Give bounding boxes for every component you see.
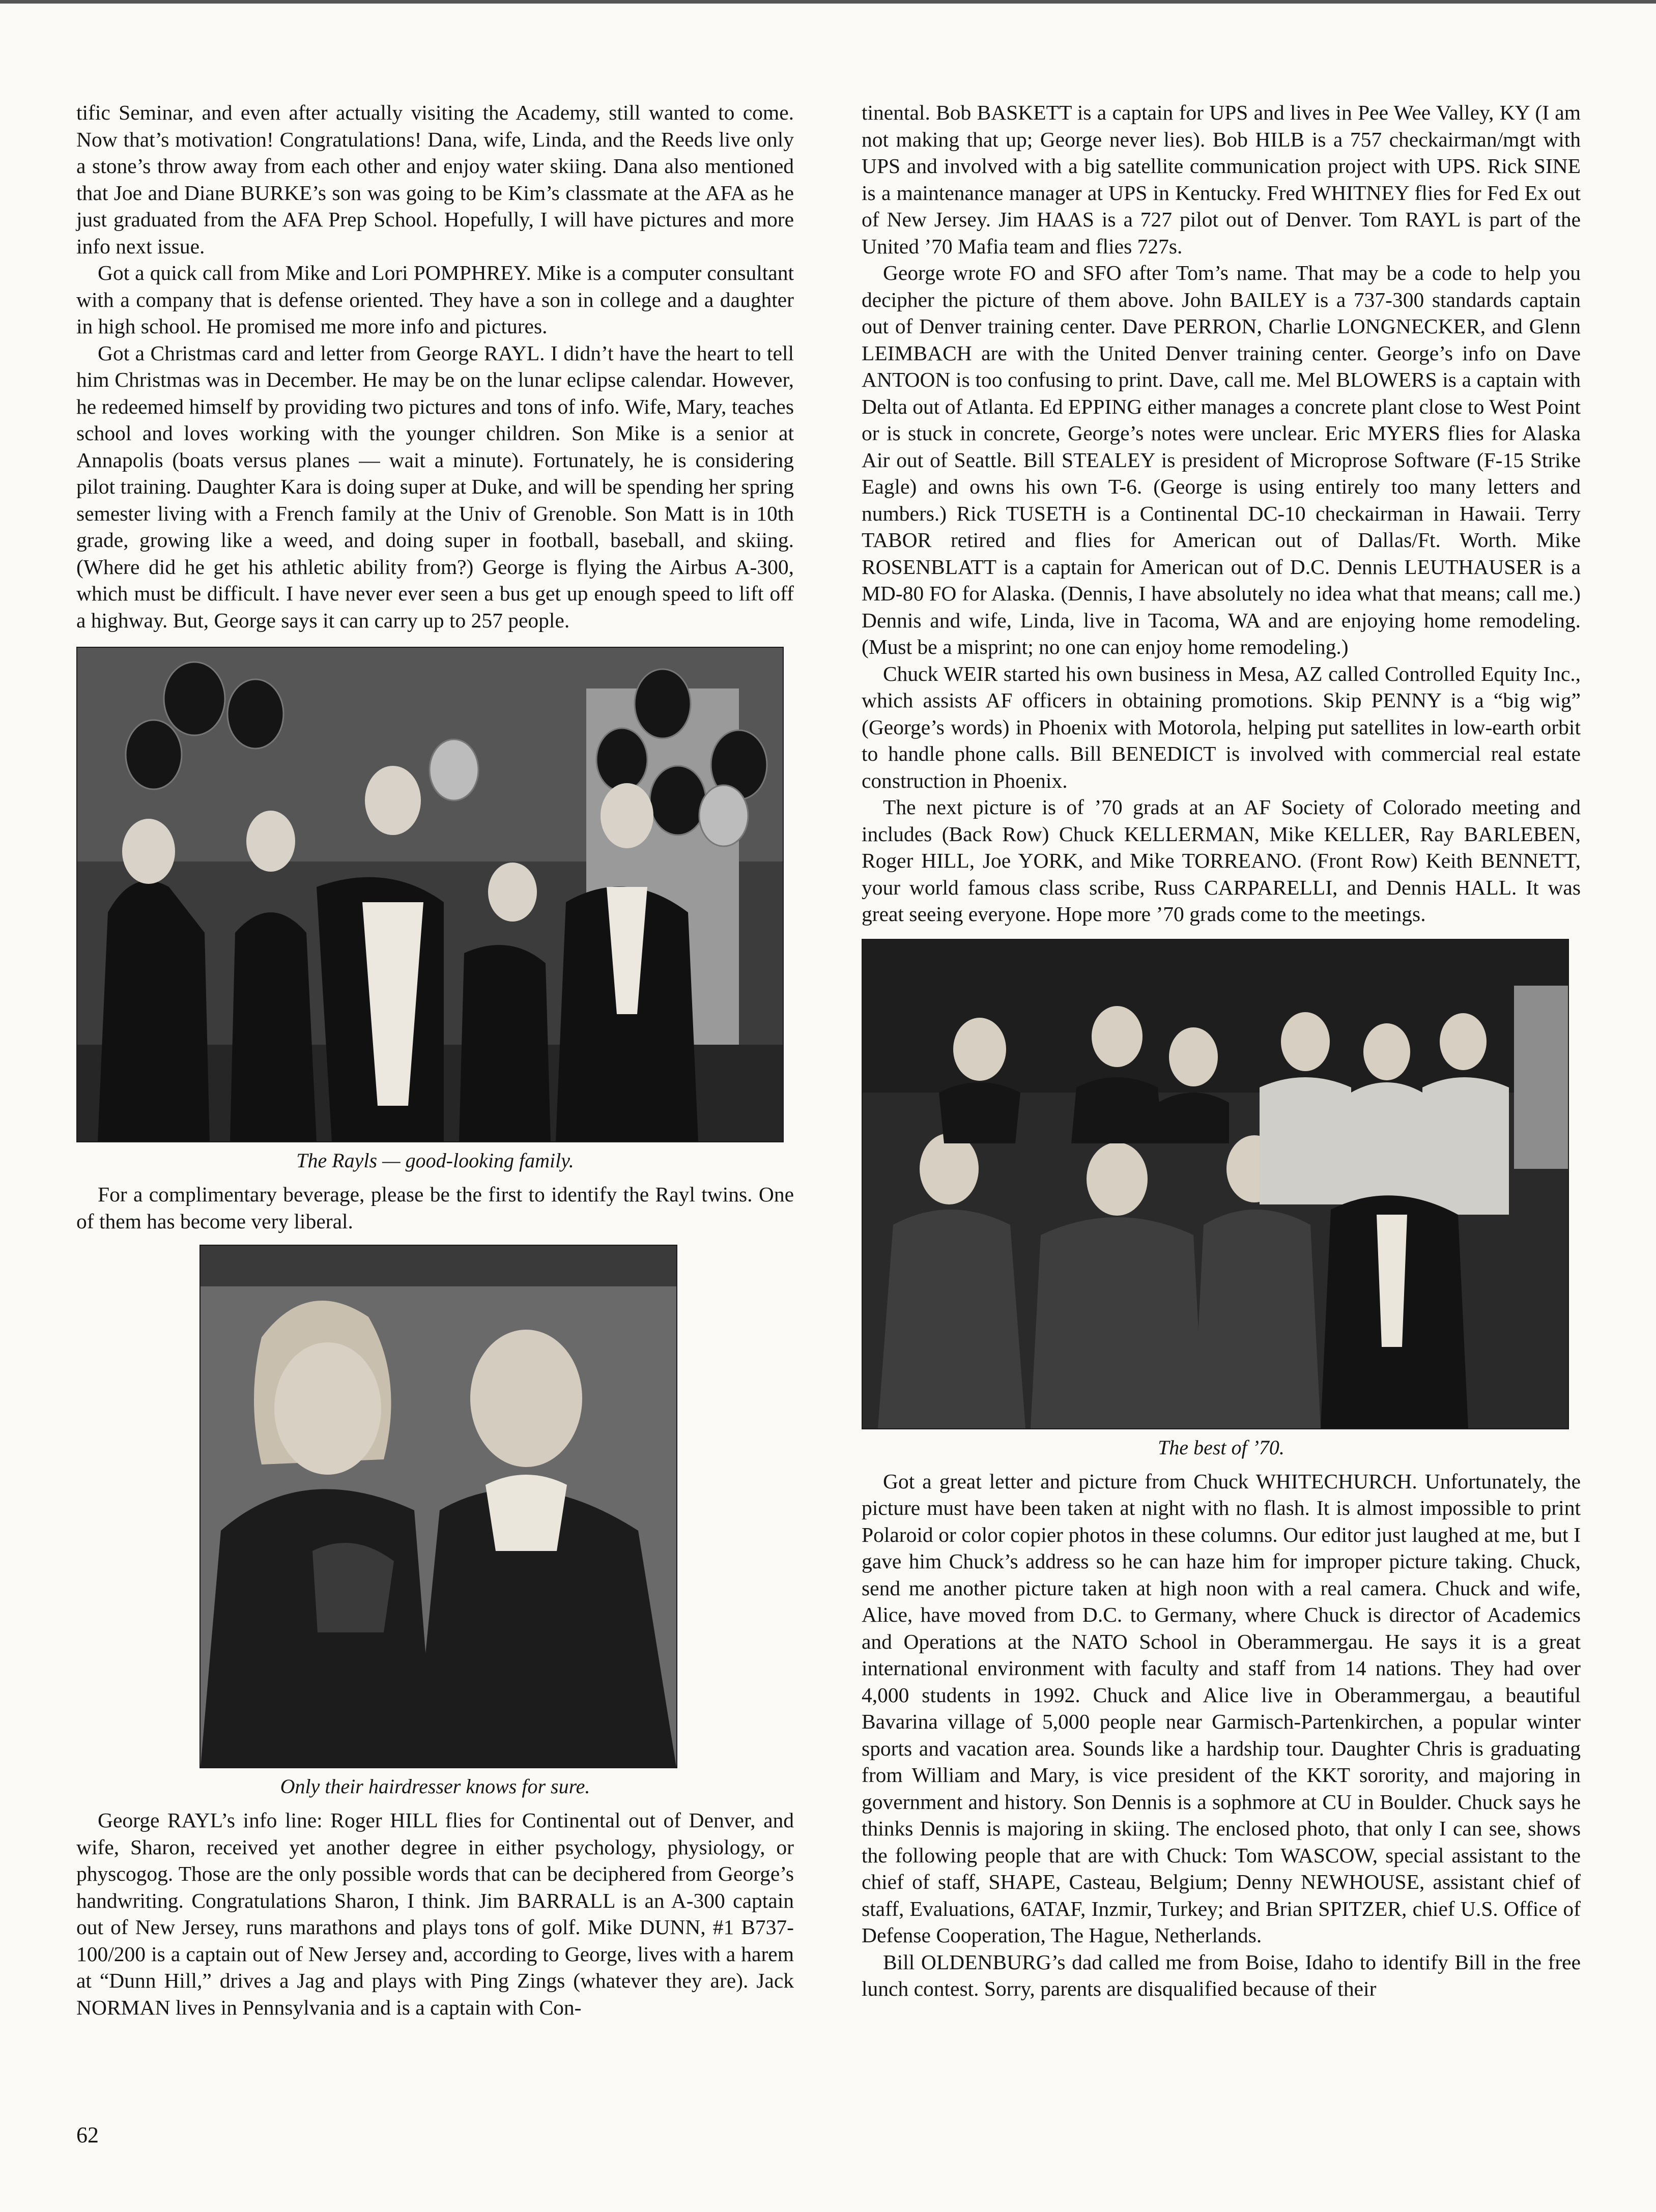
article-paragraph: The next picture is of ’70 grads at an AF Society of Colorado meeting and includes (Back Row) Chuck KELLERMAN, Mike KELLER, Ray BARLEBEN, Roger HILL, Joe YORK, and Mike TORREANO. (Front Row) Keith BENNETT, your world famous class scribe, Russ CARPARELLI, and Dennis HALL. It was great seeing everyone. Hope more ’70 grads come to the meetings.	[862, 795, 1581, 926]
left-column	[76, 99, 794, 2021]
article-paragraph: Got a great letter and picture from Chuck WHITECHURCH. Unfortunately, the picture must have been taken at night with no flash. It is almost impossible to print Polaroid or color copier photos in these columns. Our editor just laughed at me, but I gave him Chuck’s address so he can haze him for improper picture taking. Chuck, send me another picture taken at high noon with a real camera. Chuck and wife, Alice, have moved from D.C. to Germany, where Chuck is director of Academics and Operations at the NATO School in Oberammergau. He says it is a great international environment with faculty and staff from 14 nations. They had over 4,000 students in 1992. Chuck and Alice live in Oberammergau, a beautiful Bavarina village of 5,000 people near Garmisch-Partenkirchen, a popular winter sports and vacation area. Sounds like a hardship tour. Daughter Chris is graduating from William and Mary, is vice president of the KKT sorority, and majoring in government and history. Son Dennis is a sophmore at CU in Boulder. Chuck says he thinks Dennis is majoring in skiing. The enclosed photo, that only I can see, shows the following people that are with Chuck: Tom WASCOW, special assistant to the chief of staff, SHAPE, Casteau, Belgium; Denny NEWHOUSE, assistant chief of staff, Evaluations, 6ATAF, Inzmir, Turkey; and Brian SPITZER, chief U.S. Office of Defense Cooperation, The Hague, Netherlands.	[862, 1469, 1581, 1947]
article-paragraph: Got a quick call from Mike and Lori POMPHREY. Mike is a computer consultant with a company that is defense oriented. They have a son in college and a daughter in high school. He promised me more info and pictures.	[76, 261, 794, 338]
article-paragraph: For a complimentary beverage, please be the first to identify the Rayl twins. One of them has become very liberal.	[76, 1183, 794, 1233]
right-column	[862, 99, 1581, 2002]
article-paragraph: George RAYL’s info line: Roger HILL flies for Continental out of Denver, and wife, Sharon, received yet another degree in either psychology, physiology, or physcogog. Those are the only possible words that can be deciphered from George’s handwriting. Congratulations Sharon, I think. Jim BARRALL is an A-300 captain out of New Jersey, runs marathons and plays tons of golf. Mike DUNN, #1 B737-100/200 is a captain out of New Jersey and, according to George, lives with a harem at “Dunn Hill,” drives a Jag and plays with Ping Zings (whatever they are). Jack NORMAN lives in Pennsylvania and is a captain with Con-	[76, 1808, 794, 2019]
article-paragraph: tinental. Bob BASKETT is a captain for UPS and lives in Pee Wee Valley, KY (I am not making that up; George never lies). Bob HILB is a 757 checkairman/mgt with UPS and involved with a big satellite communication project with UPS. Rick SINE is a maintenance manager at UPS in Kentucky. Fred WHITNEY flies for Fed Ex out of New Jersey. Jim HAAS is a 727 pilot out of Denver. Tom RAYL is part of the United ’70 Mafia team and flies 727s.	[862, 101, 1581, 258]
two-men-illustration	[201, 1246, 676, 1767]
top-rule	[0, 0, 1656, 4]
article-paragraph: George wrote FO and SFO after Tom’s name. That may be a code to help you decipher the picture of them above. John BAILEY is a 737-300 standards captain out of Denver training center. Dave PERRON, Charlie LONGNECKER, and Glenn LEIMBACH are with the United Denver training center. George’s info on Dave ANTOON is too confusing to print. Dave, call me. Mel BLOWERS is a captain with Delta out of Atlanta. Ed EPPING either manages a concrete plant close to West Point or is stuck in concrete, George’s notes were unclear. Eric MYERS flies for Alaska Air out of Seattle. Bill STEALEY is president of Microprose Software (F-15 Strike Eagle) and owns his own T-6. (George is using entirely too many letters and numbers.) Rick TUSETH is a Continental DC-10 checkairman in Hawaii. Terry TABOR retired and flies for American out of Dallas/Ft. Worth. Mike ROSENBLATT is a captain for American out of D.C. Dennis LEUTHAUSER is a MD-80 FO for Alaska. (Dennis, I have absolutely no idea what that means; call me.) Dennis and wife, Linda, live in Tacoma, WA and are enjoying home remodeling. (Must be a misprint; no one can enjoy home remodeling.)	[862, 261, 1581, 658]
photo-caption: The best of ’70.	[1158, 1435, 1284, 1459]
article-paragraph: Chuck WEIR started his own business in Mesa, AZ called Controlled Equity Inc., which assists AF officers in obtaining promotions. Skip PENNY is a “big wig” (George’s words) in Phoenix with Motorola, helping put satellites in low-earth orbit to handle phone calls. Bill BENEDICT is involved with commercial real estate construction in Phoenix.	[862, 662, 1581, 792]
article-paragraph: Got a Christmas card and letter from George RAYL. I didn’t have the heart to tell him Christmas was in December. He may be on the lunar eclipse calendar. However, he redeemed himself by providing two pictures and tons of info. Wife, Mary, teaches school and loves working with the younger children. Son Mike is a senior at Annapolis (boats versus planes — wait a minute). Fortunately, he is considering pilot training. Daughter Kara is doing super at Duke, and will be spending her spring semester living with a French family at the Univ of Grenoble. Son Matt is in 10th grade, growing like a weed, and doing super in football, baseball, and skiing. (Where did he get his athletic ability from?) George is flying the Airbus A-300, which must be difficult. I have never ever seen a bus get up enough speed to lift off a highway. But, George says it can carry up to 257 people.	[76, 341, 794, 632]
photo-caption: The Rayls — good-looking family.	[296, 1149, 574, 1172]
rayl-family-illustration	[77, 648, 783, 1141]
photo-hairdresser	[199, 1245, 677, 1768]
article-paragraph: tific Seminar, and even after actually visiting the Academy, still wanted to come. Now that’s motivation! Congratulations! Dana, wife, Linda, and the Reeds live only a stone’s throw away from each other and enjoy water skiing. Dana also mentioned that Joe and Diane BURKE’s son was going to be Kim’s classmate at the AFA as he just graduated from the AFA Prep School. Hopefully, I will have pictures and more info next issue.	[76, 101, 794, 258]
article-paragraph: Bill OLDENBURG’s dad called me from Boise, Idaho to identify Bill in the free lunch contest. Sorry, parents are disqualified because of their	[862, 1950, 1581, 2000]
photo-rayl-family	[76, 647, 784, 1142]
photo-best-of-70	[862, 939, 1569, 1429]
page-number: 62	[76, 2122, 99, 2147]
group-photo-illustration	[863, 940, 1568, 1428]
photo-caption: Only their hairdresser knows for sure.	[280, 1775, 590, 1798]
